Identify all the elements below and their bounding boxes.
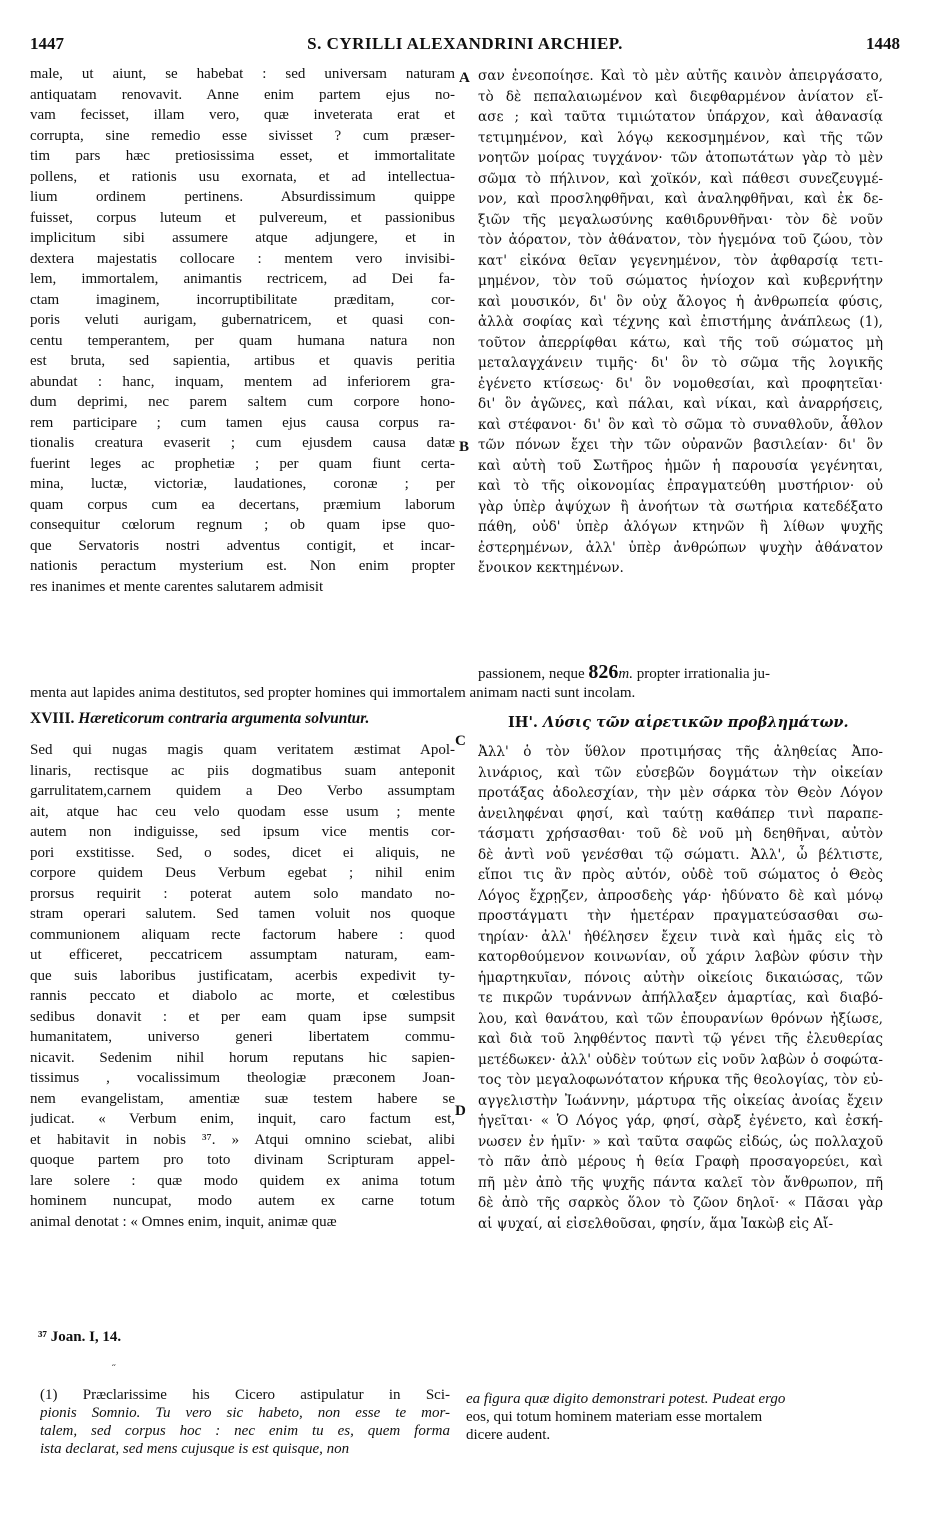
latin-text-line: poris veluti aurigam, gubernatricem, et quasi con-	[30, 312, 455, 328]
greek-text-line: δὲ ἀπὸ τῆς σαρκὸς ὅλον τὸ ζῶον δηλοῖ· « Πᾶσαι γὰρ	[478, 1195, 883, 1211]
latin-text-line: ait, atque hac ceu velo quodam esse usum ; mente	[30, 803, 455, 820]
latin-section-heading	[30, 710, 369, 728]
latin-text-line: vam fecisset, illam vero, quæ inveterata erat et	[30, 107, 455, 123]
greek-section-number: ΙΗ'.	[508, 714, 538, 731]
latin-text-line: et habitavit in nobis ³⁷. » Atqui omnino sciebat, alibi	[30, 1131, 455, 1148]
latin-text-line: Sed qui nugas magis quam veritatem æstimat Apol-	[30, 742, 455, 758]
latin-text-line: lium ordinem pertinens. Absurdissimum quippe	[30, 189, 455, 205]
latin-text-line: judicat. « Verbum enim, inquit, caro factum est,	[30, 1111, 455, 1127]
latin-text-line: pollens, et rationis usu exornata, et ad intellectua-	[30, 168, 455, 185]
latin-text-line: que suis laboribus justificatam, acerbis expedivit ty-	[30, 967, 455, 984]
greek-text-line: ξιῶν τῆς μεγαλωσύνης καθιδρυνθῆναι· τὸν δὲ νοῦν	[478, 211, 883, 228]
greek-column-top	[478, 66, 883, 579]
footnote-right	[466, 1390, 886, 1444]
latin-column-bottom	[30, 740, 455, 1232]
greek-column-bottom	[478, 742, 883, 1234]
greek-text-line: τὸν ἀόρατον, τὸν ἀθάνατον, τὸν ἡγεμόνα τοῦ ζώου, τὸν	[478, 232, 883, 248]
latin-text-line: ctam imaginem, incorruptibilitate præditam, cor-	[30, 291, 455, 308]
greek-text-line: καὶ μουσικόν, δι' ὃν οὐχ ἄλογος ἡ ἀνθρωπεία φύσις,	[478, 293, 883, 310]
latin-text-line: animal denotat : « Omnes enim, inquit, animæ quæ	[30, 1213, 337, 1230]
latin-text-line: consequitur cœlorum regnum ; ob quam ipse quo-	[30, 517, 455, 533]
latin-text-line: rem participare ; cum tamen ejus causa corpus ra-	[30, 414, 455, 431]
latin-text-line: fuisset, corpus luteum et pulvereum, et passionibus	[30, 209, 455, 226]
greek-text-line: δὲ ἀντὶ νοῦ γενέσθαι τῷ σώματι. Ἀλλ', ὦ βέλτιστε,	[478, 846, 883, 863]
scripture-reference-note: ³⁷ Joan. I, 14.	[38, 1329, 122, 1345]
greek-text-line: αἱ ψυχαί, αἱ εἰσελθοῦσαι, φησίν, ἅμα Ἰακὼβ εἰς Αἴ-	[478, 1215, 834, 1232]
footnote-line: pionis Somnio. Tu vero sic habeto, non esse te mor-	[40, 1405, 450, 1421]
greek-text-line: σῶμα τὸ πήλινον, καὶ χοϊκόν, καὶ πάθεσι συνεζευγμέ-	[478, 170, 883, 187]
latin-text-line: garrulitatem,carnem quidem a Deo Verbo assumptam	[30, 783, 455, 799]
greek-text-line: Ἀλλ' ὁ τὸν ὕθλον προτιμήσας τῆς ἀληθείας Ἀπο-	[478, 744, 883, 760]
column-number: 826	[588, 661, 619, 683]
running-title: S. CYRILLI ALEXANDRINI ARCHIEP.	[307, 34, 623, 53]
latin-text-line: rannis peccato et diabolo ac morte, et cœlestibus	[30, 988, 455, 1004]
latin-section-number: XVIII.	[30, 710, 75, 727]
footnote-left	[40, 1386, 450, 1458]
greek-text-line: εἴποι τις ἂν πρὸς αὐτόν, οὐδὲ τοῦ σώματος ὁ Θεὸς	[478, 867, 883, 883]
greek-text-line: νον, καὶ προσληφθῆναι, καὶ ἀναληφθῆναι, καὶ ἐκ δε-	[478, 191, 883, 207]
greek-section-heading	[508, 714, 849, 731]
greek-text-line: Λόγος ἔχρῃζεν, ἀπροσδεὴς γάρ· ἠδύνατο δὲ καὶ μόνῳ	[478, 887, 883, 904]
left-page-number: 1447	[30, 34, 64, 53]
latin-text-line: lem, immortalem, animantis rectricem, ad Dei fa-	[30, 271, 455, 287]
greek-text-line: αγγελιστὴν Ἰωάννην, μάρτυρα τῆς οἰκείας ἀνοίας ἔχειν	[478, 1092, 883, 1109]
continuation-text-end: propter irrationalia ju-	[636, 666, 771, 682]
greek-text-line: τοῦτον ἀπερρίφθαι κάτω, καὶ τῆς τοῦ σώματος μὴ	[478, 334, 883, 351]
greek-text-line: κατορθούμενον κοινωνίαν, οὗ χάριν λαβὼν φύσιν τὴν	[478, 949, 883, 965]
greek-text-line: τηρίαν· ἀλλ' ἠθέλησεν ἔχειν τινὰ καὶ ἡμᾶς εἰς τὸ	[478, 928, 883, 945]
greek-text-line: μημένον, τὸν τοῦ σώματος ἡνίοχον καὶ κυβερνήτην	[478, 273, 883, 289]
latin-text-line: communionem aliquam recte factorum habere : quod	[30, 926, 455, 943]
greek-text-line: ἀνειληφέναι φησί, καὶ ταύτῃ καθάπερ τινὶ παραπε-	[478, 805, 883, 822]
greek-text-line: νωσεν ἐν ἡμῖν· » καὶ ταῦτα σαφῶς εἰδώς, ὡς πολλαχοῦ	[478, 1133, 883, 1150]
greek-text-line: ἐγένετο κτίσεως· δι' ὃν νομοθεσίαι, καὶ προφητεῖαι·	[478, 375, 883, 392]
greek-text-line: δι' ὃν ἀγῶνες, καὶ πάλαι, καὶ νίκαι, καὶ ἀναρρήσεις,	[478, 396, 883, 412]
greek-text-line: νοητῶν μοίρας τυγχάνον· τῶν ἀτοπωτάτων γὰρ τὸ μὲν	[478, 150, 883, 166]
greek-text-line: ἔνοικον κεκτημένων.	[478, 560, 624, 576]
latin-text-line: centu temperantem, per quam humana natura non	[30, 332, 455, 349]
latin-text-line: linaris, rectisque ac piis dogmatibus suam anteponit	[30, 762, 455, 779]
margin-letter-c: C	[455, 733, 466, 749]
latin-text-line: res inanimes et mente carentes salutarem admisit	[30, 578, 324, 595]
greek-text-line: κατ' εἰκόνα θεῖαν γεγενημένον, τὸν ἀφθαρσίᾳ τετι-	[478, 252, 883, 269]
greek-text-line: καὶ διὰ τοῦ ληφθέντος παντὶ τῷ γένει τῆς ἐλευθερίας	[478, 1031, 883, 1047]
latin-section-title: Hæreticorum contraria argumenta solvuntur.	[78, 710, 370, 727]
latin-text-line: humanitatem, universo generi libertatem commu-	[30, 1029, 455, 1045]
latin-text-line: quoque partem pro toto divinam Scripturam appel-	[30, 1152, 455, 1168]
latin-text-line: quam corpus cum ea decertans, præmium laborum	[30, 496, 455, 513]
running-header	[30, 34, 900, 58]
margin-letter-d: D	[455, 1103, 466, 1119]
latin-text-line: ut efficeret, peccatricem assumptam naturam, eam-	[30, 947, 455, 963]
column-number-suffix: m.	[618, 666, 633, 682]
greek-text-line: ἀλλὰ σοφίας καὶ τέχνης καὶ ἐπιστήμης ἀνάπλεως (1),	[478, 314, 883, 330]
latin-text-line: abundat : hanc, inquam, mentem ad inferiorem gra-	[30, 373, 455, 390]
latin-text-line: fuerint leges ac prophetiæ ; per quam fiunt certa-	[30, 455, 455, 472]
greek-text-line: μετέδωκεν· ἀλλ' οὐδὲν τούτων εἰς νοῦν λαβὼν ὁ σοφώτα-	[478, 1051, 883, 1068]
latin-continuation-line	[478, 662, 888, 685]
ornament-mark: ˝	[112, 1363, 116, 1375]
greek-text-line: ἡγεῖται· « Ὁ Λόγος γάρ, φησί, σὰρξ ἐγένετο, καὶ ἐσκή-	[478, 1113, 883, 1129]
greek-text-line: ἐστερημένων, ἀλλ' ὑπὲρ ἀνθρώπων ψυχὴν ἀθάνατον	[478, 539, 883, 556]
continuation-text: passionem, neque	[478, 666, 585, 682]
greek-text-line: τῶν πόνων ἔχει τὴν τῶν οὐρανῶν βασιλείαν· δι' ὃν	[478, 437, 883, 453]
latin-text-line: prorsus requirit : poterat autem solo mandato no-	[30, 885, 455, 902]
footnote-line: eos, qui totum hominem materiam esse mortalem	[466, 1409, 763, 1425]
latin-text-line: autem non indiguisse, sed ipsum vice mentis cor-	[30, 824, 455, 840]
greek-text-line: τὸ δὲ πεπαλαιωμένον καὶ διεφθαρμένον ἀνίατον εἴ-	[478, 88, 883, 105]
greek-text-line: μεταλαγχάνειν τιμῆς· δι' ὃν τὸ σῶμα τῆς λογικῆς	[478, 355, 883, 371]
latin-text-line: male, ut aiunt, se habebat : sed universam naturam	[30, 66, 455, 82]
latin-text-line: est bruta, sed sapientia, artibus et quavis peritia	[30, 353, 455, 369]
greek-section-title: Λύσις τῶν αἱρετικῶν προβλημάτων.	[543, 714, 849, 731]
greek-text-line: τὸ πᾶν ἀπὸ μέρους ἡ θεία Γραφὴ προσαγορεύει, καὶ	[478, 1154, 883, 1170]
greek-text-line: τετιμημένον, καὶ λόγῳ κεκοσμημένον, καὶ τῆς τῶν	[478, 129, 883, 146]
greek-text-line: ἡμαρτηκυῖαν, πόνοις αὐτὴν οἰκείοις δικαιώσας, τῶν	[478, 969, 883, 986]
latin-text-line: sedibus donavit : et per eam quam ipse sumpsit	[30, 1008, 455, 1025]
latin-text-line: pori exstitisse. Sed, o sodes, dicet ei aliquis, ne	[30, 844, 455, 861]
footnote-line: talem, sed corpus hoc : nec enim tu es, quem forma	[40, 1423, 450, 1439]
latin-text-line: corpore quidem Deus Verbum egebat ; nihil enim	[30, 865, 455, 881]
footnote-line: dicere audent.	[466, 1427, 551, 1443]
footnote-line: ista declarat, sed mens cujusque is est quisque, non	[40, 1441, 350, 1457]
latin-text-line: tim pars hæc pretiosissima esset, et immortalitate	[30, 148, 455, 164]
latin-text-line: mina, luctæ, victoriæ, laudationes, coronæ ; per	[30, 476, 455, 492]
greek-text-line: λινάριος, καὶ τῶν εὐσεβῶν δογμάτων τὴν οἰκείαν	[478, 764, 883, 781]
greek-text-line: ασε ; καὶ ταῦτα τιμιώτατον ὑπάρχον, καὶ ἀθανασίᾳ	[478, 109, 883, 125]
greek-text-line: πάθη, οὐδ' ὑπὲρ ἀλόγων κτηνῶν ἢ λίθων ψυχῆς	[478, 519, 883, 535]
footnote-line: ea figura quæ digito demonstrari potest. Pudeat ergo	[466, 1391, 786, 1407]
latin-text-line: nicavit. Sedenim nihil horum reputans hic sapien-	[30, 1049, 455, 1066]
greek-text-line: πῆ μὲν ἀπὸ τῆς ψυχῆς πάντα καλεῖ τὸν ἄνθρωπον, πῆ	[478, 1174, 883, 1191]
latin-text-line: nationis peractum mysterium est. Non enim propter	[30, 558, 455, 574]
spanning-line: menta aut lapides anima destitutos, sed propter homines qui immortalem animam nacti sunt incolam.	[30, 685, 636, 701]
greek-text-line: σαν ἐνεοποίησε. Καὶ τὸ μὲν αὐτῆς καινὸν ἀπειργάσατο,	[478, 68, 883, 84]
latin-text-line: nem evangelistam, amentiæ suæ testem habere se	[30, 1090, 455, 1107]
greek-text-line: καὶ τὸ τῆς οἰκονομίας ἐπραγματεύθη μυστήριον· οὐ	[478, 478, 883, 494]
right-page-number: 1448	[866, 34, 900, 53]
footnote-line: (1) Præclarissime his Cicero astipulatur in Sci-	[40, 1387, 450, 1403]
latin-text-line: corrupta, sine remedio esse sivisset ? cum præser-	[30, 127, 455, 144]
latin-text-line: implicitum sibi assumere atque adjungere, et in	[30, 230, 455, 246]
greek-text-line: τος τὸν μεγαλοφωνότατον κήρυκα τῆς θεολογίας, τὸν εὐ-	[478, 1072, 883, 1088]
latin-text-line: stram operari salutem. Sed tamen voluit nos quoque	[30, 906, 455, 922]
latin-text-line: antiquatam renovavit. Anne enim partem ejus no-	[30, 86, 455, 103]
greek-text-line: γὰρ ὑπὲρ ἀψύχων ἢ ἀνοήτων τὰ σωτήρια κατεδέξατο	[478, 498, 883, 515]
latin-text-line: que Servatoris nostri adventus contigit, et incar-	[30, 537, 455, 554]
latin-text-line: tissimus , vocalissimum theologiæ præconem Joan-	[30, 1070, 455, 1086]
greek-text-line: τάσματι χρήσασθαι· τοῦ δὲ νοῦ μὴ δεηθῆναι, αὐτὸν	[478, 826, 883, 842]
greek-text-line: προστάγματι τὴν ἡμετέραν πραγματεύσασθαι σω-	[478, 908, 883, 924]
latin-text-line: dum deprimi, nec parem saltem cum corpore hono-	[30, 394, 455, 410]
greek-text-line: τε πικρῶν τυράννων ἀπήλλαξεν ἁμαρτίας, καὶ διαβό-	[478, 990, 883, 1006]
margin-letter-b: B	[459, 439, 470, 455]
latin-text-line: tionalis creatura evaserit ; cum ejusdem causa datæ	[30, 435, 455, 451]
latin-text-line: hominem nuncupat, modo autem ex carne totum	[30, 1193, 455, 1209]
greek-text-line: καὶ αὐτὴ τοῦ Σωτῆρος ἡμῶν ἡ παρουσία γεγένηται,	[478, 457, 883, 474]
greek-text-line: καὶ στέφανοι· δι' ὃν καὶ τὸ σῶμα τὸ συναθλοῦν, ἆθλον	[478, 416, 883, 433]
latin-text-line: lare solere : quæ modo quidem ex anima totum	[30, 1172, 455, 1189]
margin-letter-a: A	[459, 70, 470, 86]
latin-text-line: dextera majestatis collocare : mentem vero invisibi-	[30, 250, 455, 267]
greek-text-line: προτάξας ἀδολεσχίαν, τὴν μὲν σάρκα τὸν Θεὸν Λόγον	[478, 785, 883, 801]
latin-column-top	[30, 64, 455, 597]
greek-text-line: λου, καὶ θανάτου, καὶ τῶν ἐπουρανίων θρόνων ἠξίωσε,	[478, 1010, 883, 1027]
